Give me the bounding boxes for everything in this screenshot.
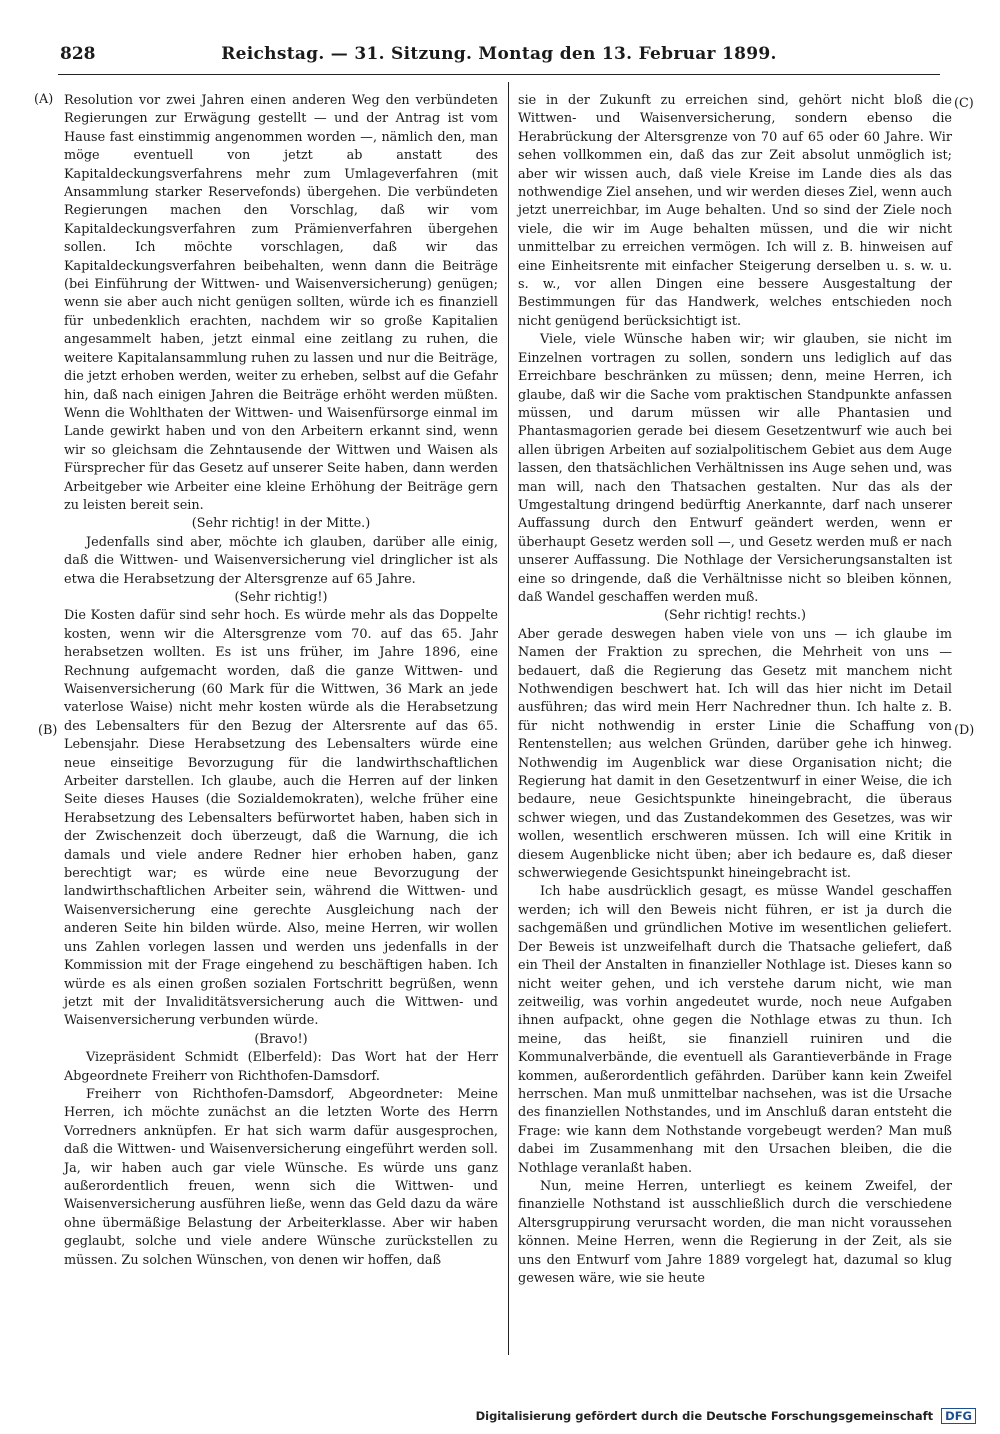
page-header [60, 44, 938, 68]
interjection: (Sehr richtig! rechts.) [664, 608, 806, 624]
footer-credit [476, 1408, 976, 1424]
speaker-paragraph: Freiherr von Richthofen-Damsdorf, Abgeordneter: Meine Herren, ich möchte zunächst an die letzten Worte des Herrn Vorredners anknüpfen. Er hat sich warm dafür ausgesprochen, daß die Wittwen- und Waisenversicherung eingeführt werden soll. Ja, wir haben auch gar viele Wünsche. Es würde uns ganz außerordentlich freuen, wenn sich die Wittwen- und Waisenversicherung ausführen ließe, wenn das Geld dazu da wäre ohne übermäßige Belastung der Arbeiterklasse. Aber wir haben geglaubt, solche und viele andere Wünsche zurückstellen zu müssen. Zu solchen Wünschen, von denen wir hoffen, daß [64, 1086, 498, 1268]
paragraph: Resolution vor zwei Jahren einen anderen Weg den verbündeten Regierungen zur Erwägung gestellt — und der Antrag ist vom Hause fast einstimmig angenommen worden —, nämlich den, man möge eventuell von jetzt ab anstatt des Kapitaldeckungsverfahrens mehr zum Umlageverfahren (mit Ansammlung starker Reservefonds) übergehen. Die verbündeten Regierungen machen den Vorschlag, daß wir vom Kapitaldeckungsverfahren zum Prämienverfahren übergehen sollen. Ich möchte vorschlagen, daß wir das Kapitaldeckungsverfahren beibehalten, wenn dann die Beiträge (bei Einführung der Wittwen- und Waisenversicherung) genügen; wenn sie aber auch nicht genügen sollten, würde ich es finanziell für unbedenklich erachten, nachdem wir so große Kapitalien angesammelt haben, jetzt einmal eine zeitlang zu ruhen, die weitere Kapitalansammlung ruhen zu lassen und nur die Beiträge, die jetzt erhoben werden, weiter zu erheben, selbst auf die Gefahr hin, daß nach einigen Jahren die Beiträge erhöht werden müßten. Wenn die Wohlthaten der Wittwen- und Waisenfürsorge einmal im Lande gewirkt haben und von den Arbeitern erkannt sind, wenn wir so gleichsam die Zehntausende der Wittwen und Waisen als Fürsprecher für das Gesetz auf unserer Seite haben, dann werden Arbeitgeber wie Arbeiter eine kleine Erhöhung der Beiträge gern zu leisten bereit sein. [64, 93, 498, 513]
paragraph: Jedenfalls sind aber, möchte ich glauben, darüber alle einig, daß die Wittwen- und Waisenversicherung viel dringlicher ist als etwa die Herabsetzung der Altersgrenze auf 65 Jahre. [64, 534, 498, 587]
paragraph: Nun, meine Herren, unterliegt es keinem Zweifel, der finanzielle Nothstand ist ausschließlich durch die verschiedene Altersgruppirung verursacht worden, die man nicht voraussehen können. Meine Herren, wenn die Regierung in der Zeit, als sie uns den Entwurf vom Jahre 1889 vorgelegt hat, dazumal so klug gewesen wäre, wie sie heute [518, 1178, 952, 1286]
interjection: (Sehr richtig! in der Mitte.) [191, 516, 371, 532]
margin-marker-c: (C) [954, 96, 974, 111]
paragraph: sie in der Zukunft zu erreichen sind, gehört nicht bloß die Wittwen- und Waisenversicherung, sondern ebenso die Herabrückung der Altersgrenze von 70 auf 65 oder 60 Jahre. Wir sehen vollkommen ein, daß das zur Zeit absolut unmöglich ist; aber wir wissen auch, daß viele Kreise im Lande dies als das nothwendige Ziel ansehen, und wir werden dieses Ziel, wenn auch jetzt unerreichbar, im Auge behalten. Und so sind der Ziele noch viele, die wir im Auge behalten müssen, und die wir nicht unmittelbar zu erreichen vermögen. Ich will z. B. hinweisen auf eine Einheitsrente mit einfacher Steigerung derselben u. s. w. u. s. w., vor allen Dingen eine bessere Ausgestaltung der Bestimmungen für das Handwerk, welches entschieden noch nicht genügend berücksichtigt ist. [518, 93, 952, 329]
running-title: Reichstag. — 31. Sitzung. Montag den 13. Februar 1899. [221, 44, 777, 64]
speaker-paragraph: Vizepräsident Schmidt (Elberfeld): Das Wort hat der Herr Abgeordnete Freiherr von Richthofen-Damsdorf. [64, 1050, 498, 1084]
dfg-logo: DFG [941, 1408, 976, 1424]
page-number: 828 [60, 44, 96, 64]
paragraph: Viele, viele Wünsche haben wir; wir glauben, sie nicht im Einzelnen vortragen zu sollen, sondern uns lediglich auf das Erreichbare beschränken zu müssen; denn, meine Herren, ich glaube, daß wir die Sache vom praktischen Standpunkte anfassen müssen, und darum müssen wir alle Phantasien und Phantasmagorien gerade bei diesem Gesetzentwurf wie auch bei allen übrigen Arbeiten auf sozialpolitischem Gebiet aus dem Auge lassen, den thatsächlichen Verhältnissen ins Auge sehen und, was man will, nach den Thatsachen gestalten. Nur das als der Umgestaltung dringend bedürftig Anerkannte, darf nach unserer Auffassung durch den Entwurf geändert werden, wenn er überhaupt Gesetz werden soll —, und Gesetz werden muß er nach unserer Auffassung. Die Nothlage der Versicherungsanstalten ist eine so dringende, daß die Verhältnisse nicht so bleiben können, daß Wandel geschaffen werden muß. [518, 332, 952, 605]
paragraph: Die Kosten dafür sind sehr hoch. Es würde mehr als das Doppelte kosten, wenn wir die Altersgrenze vom 70. auf das 65. Jahr herabsetzen wollten. Es ist uns früher, im Jahre 1896, eine Rechnung aufgemacht worden, daß die ganze Wittwen- und Waisenversicherung (60 Mark für die Wittwen, 36 Mark an jede vaterlose Waise) nicht mehr kosten würde als die Herabsetzung des Lebensalters für den Bezug der Altersrente auf das 65. Lebensjahr. Diese Herabsetzung des Lebensalters würde eine neue einseitige Bevorzugung für die landwirthschaftlichen Arbeiter darstellen. Ich glaube, auch die Herren auf der linken Seite dieses Hauses (die Sozialdemokraten), welche früher eine Herabsetzung des Lebensalters befürwortet haben, haben sich in der Zwischenzeit doch überzeugt, daß die Warnung, die ich damals und viele andere Redner hier erhoben haben, ganz berechtigt war; es würde eine neue Bevorzugung der landwirthschaftlichen Arbeiter sein, während die Wittwen- und Waisenversicherung eine gerechte Ausgleichung nach der anderen Seite hin bilden würde. Also, meine Herren, wir wollen uns Zahlen vorlegen lassen und werden uns jedenfalls in der Kommission mit der Frage eingehend zu beschäftigen haben. Ich würde es als einen großen sozialen Fortschritt begrüßen, wenn jetzt mit der Invaliditätsversicherung auch die Wittwen- und Waisenversicherung verbunden würde. [64, 608, 498, 1029]
interjection: (Bravo!) [254, 1031, 308, 1047]
paragraph: Ich habe ausdrücklich gesagt, es müsse Wandel geschaffen werden; ich will den Beweis nicht führen, er ist ja durch die sachgemäßen und gründlichen Motive im wesentlichen geliefert. Der Beweis ist unzweifelhaft durch die Thatsache geliefert, daß ein Theil der Anstalten in finanzieller Nothlage ist. Dieses kann so nicht weiter gehen, und ich verstehe darum nicht, wie man zeitweilig, was vorhin angedeutet wurde, noch neue Aufgaben ihnen aufpackt, ohne gegen die Nothlage etwas zu thun. Ich meine, das heißt, sie finanziell ruiniren und die Kommunalverbände, die eventuell als Garantieverbände in Frage kommen, außerordentlich gefährden. Darüber kann kein Zweifel herrschen. Man muß unmittelbar nachsehen, was ist die Ursache des finanziellen Nothstandes, und im Anschluß daran entsteht die Frage: wie kann dem Nothstande vorgebeugt werden? Man muß dabei im Zusammenhang mit den Ursachen bleiben, die die Nothlage veranlaßt haben. [518, 884, 952, 1176]
paragraph: Aber gerade deswegen haben viele von uns — ich glaube im Namen der Fraktion zu sprechen, die Mehrheit von uns — bedauert, daß die Regierung das Gesetz mit manchem nicht Nothwendigen beschwert hat. Ich will das hier nicht im Detail ausführen; das wird mein Herr Nachredner thun. Ich halte z. B. für nicht nothwendig in erster Linie die Schaffung von Rentenstellen; aus welchen Gründen, darüber gehe ich hinweg. Nothwendig im Augenblick war diese Organisation nicht; die Regierung hat damit in den Gesetzentwurf in einer Weise, die ich bedaure, neue Gesichtspunkte hineingebracht, die überaus schwer wiegen, und das Zustandekommen des Gesetzes, was wir wollen, wesentlich erschweren müssen. Ich will eine Kritik in diesem Augenblicke nicht üben; aber ich bedaure es, daß dieser schwerwiegende Gesichtspunkt hineingebracht ist. [518, 626, 952, 882]
column-divider [508, 82, 509, 1355]
margin-marker-a: (A) [34, 92, 54, 107]
left-column [64, 92, 498, 1270]
footer-text: Digitalisierung gefördert durch die Deutsche Forschungsgemeinschaft [475, 1409, 934, 1423]
margin-marker-d: (D) [954, 723, 975, 738]
header-rule [58, 74, 940, 75]
interjection: (Sehr richtig!) [234, 589, 328, 605]
right-column [518, 92, 952, 1288]
margin-marker-b: (B) [38, 723, 58, 738]
